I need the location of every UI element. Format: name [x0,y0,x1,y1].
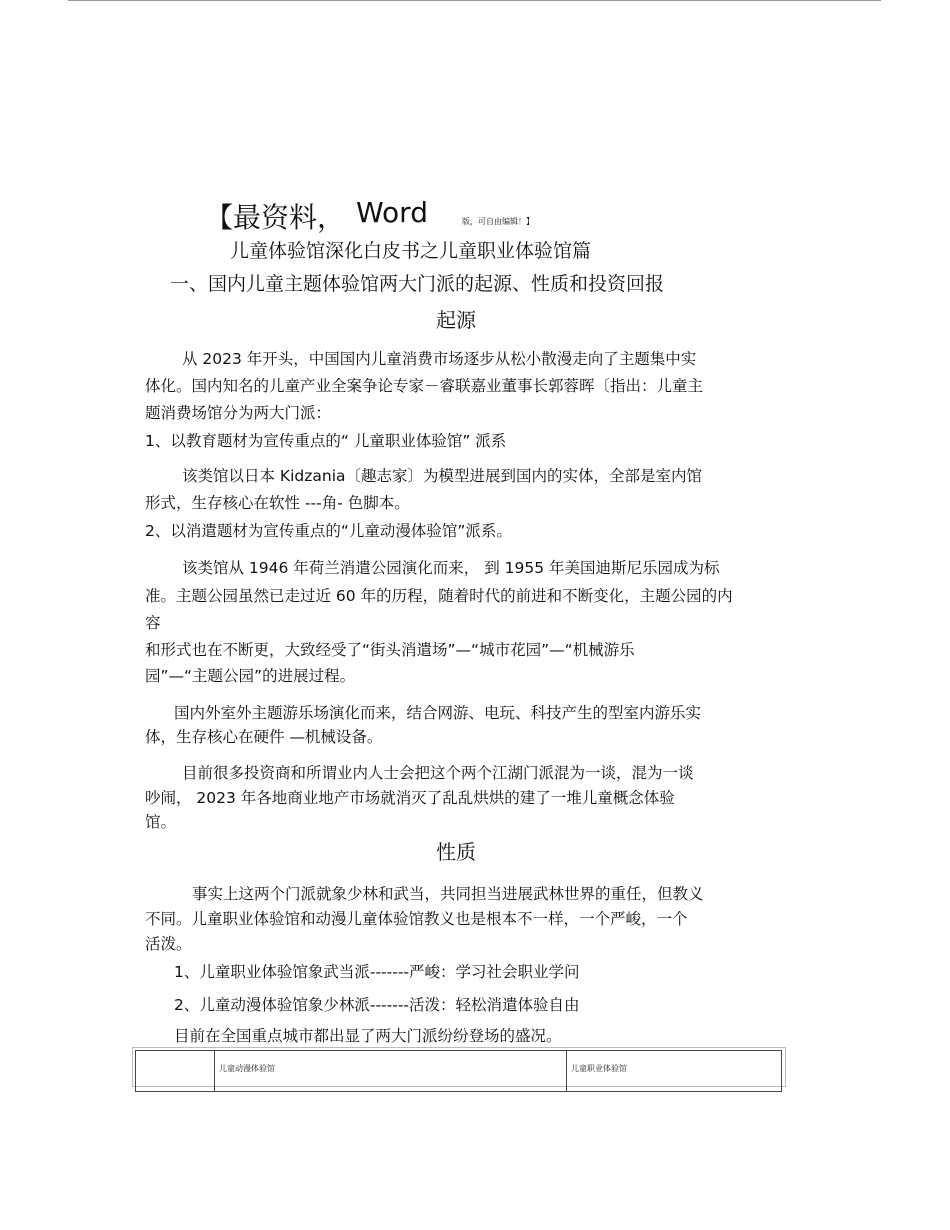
nature-list-item-1: 1、儿童职业体验馆象武当派-------严峻：学习社会职业学问 [174,963,580,981]
nature-line: 活泼。 [145,935,192,953]
top-rule [68,0,881,1]
origin-line: 体，生存核心在硬件 —机械设备。 [145,728,383,746]
origin-list-item-2: 2、以消遣题材为宣传重点的“儿童动漫体验馆”派系。 [145,522,512,540]
section1-title: 一、国内儿童主题体验馆两大门派的起源、性质和投资回报 [170,273,665,295]
origin-line: 容 [145,614,161,632]
origin-line: 吵闹， 2023 年各地商业地产市场就消灭了乱乱烘烘的建了一堆儿童概念体验 [145,789,675,807]
header-word: Word [356,196,428,229]
nature-line: 事实上这两个门派就象少林和武当，共同担当进展武林世界的重任，但教义 [192,885,704,903]
origin-line: 目前很多投资商和所谓业内人士会把这个两个江湖门派混为一谈，混为一谈 [182,764,694,782]
table-cell-career-hall [567,1051,782,1092]
origin-line: 馆。 [145,813,177,831]
table-row [136,1051,782,1092]
origin-line: 体化。国内知名的儿童产业全案争论专家－睿联嘉业董事长郭蓉晖〔指出：儿童主 [145,377,704,395]
origin-line: 该类馆以日本 Kidzania〔趣志家〕为模型进展到国内的实体，全部是室内馆 [182,467,703,485]
nature-list-item-2: 2、儿童动漫体验馆象少林派-------活泼：轻松消遣体验自由 [174,996,580,1014]
doc-title: 儿童体验馆深化白皮书之儿童职业体验馆篇 [230,240,592,262]
origin-line: 形式，生存核心在软性 ---角- 色脚本。 [145,494,410,512]
comparison-table [135,1050,782,1092]
table-cell-empty [136,1051,215,1092]
career-hall-label: 儿童职业体验馆 [571,1064,627,1073]
origin-line: 准。主题公园虽然已走过近 60 年的历程，随着时代的前进和不断变化，主题公园的内 [145,587,733,605]
origin-line: 该类馆从 1946 年荷兰消遣公园演化而来， 到 1955 年美国迪斯尼乐园成为标 [182,559,720,577]
origin-line: 园”—“主题公园”的进展过程。 [145,667,356,685]
nature-line: 不同。儿童职业体验馆和动漫儿童体验馆教义也是根本不一样，一个严峻，一个 [145,910,688,928]
nature-heading: 性质 [436,840,476,864]
origin-heading: 起源 [436,308,476,332]
anime-hall-label: 儿童动漫体验馆 [219,1064,275,1073]
origin-line: 和形式也在不断更，大致经受了“街头消遣场”—“城市花园”—“机械游乐 [145,641,635,659]
origin-line: 从 2023 年开头，中国国内儿童消费市场逐步从松小散漫走向了主题集中实 [182,350,697,368]
header-bracket-title: 【最资料， [205,201,346,234]
origin-line: 国内外室外主题游乐场演化而来，结合网游、电玩、科技产生的型室内游乐实 [174,704,702,722]
origin-line: 题消费场馆分为两大门派： [145,404,332,422]
table-cell-anime-hall [215,1051,567,1092]
nature-line: 目前在全国重点城市都出显了两大门派纷纷登场的盛况。 [174,1027,562,1045]
origin-list-item-1: 1、以教育题材为宣传重点的“ 儿童职业体验馆” 派系 [145,432,507,450]
header-small-note: 版，可自由编辑！】 [462,217,534,226]
